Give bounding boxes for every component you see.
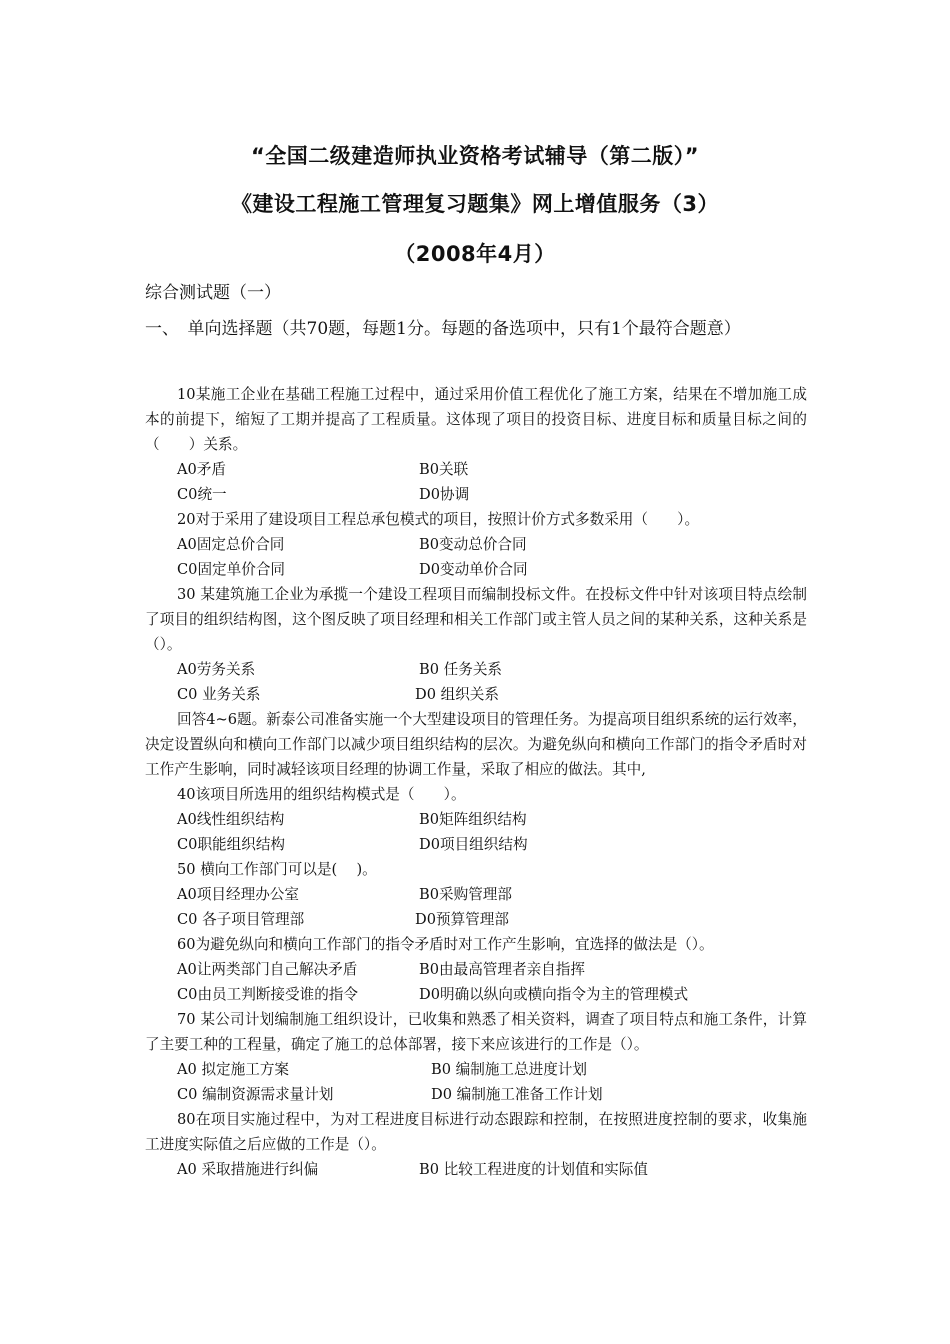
option-a: A0让两类部门自己解决矛盾 [177, 961, 358, 978]
option-b: B0变动总价合同 [419, 536, 527, 553]
question-stem: 20对于采用了建设项目工程总承包模式的项目，按照计价方式多数采用（ ）。 [177, 511, 700, 528]
section-heading: 综合测试题（一） [145, 283, 281, 303]
question-stem: 80在项目实施过程中，为对工程进度目标进行动态跟踪和控制，在按照进度控制的要求，收集施工进度实际值之后应做的工作是（）。 [145, 1111, 807, 1153]
option-c: C0职能组织结构 [177, 836, 286, 853]
option-d: D0项目组织结构 [419, 836, 528, 853]
question-stem: 60为避免纵向和横向工作部门的指令矛盾时对工作产生影响，宜选择的做法是（）。 [177, 936, 714, 953]
option-a: A0固定总价合同 [177, 536, 285, 553]
option-d: D0协调 [419, 486, 470, 503]
option-c: C0固定单价合同 [177, 561, 286, 578]
option-row [145, 682, 807, 707]
option-a: A0项目经理办公室 [177, 886, 299, 903]
option-d: D0明确以纵向或横向指令为主的管理模式 [419, 986, 689, 1003]
option-b: B0 比较工程进度的计划值和实际值 [419, 1161, 648, 1178]
document-title-line-2: 《建设工程施工管理复习题集》网上增值服务（3） [230, 192, 720, 216]
question-stem: 70 某公司计划编制施工组织设计，已收集和熟悉了相关资料，调查了项目特点和施工条件，计算了主要工种的工程量，确定了施工的总体部署，接下来应该进行的工作是（）。 [145, 1011, 807, 1053]
option-c: C0 业务关系 [177, 686, 261, 703]
option-d: D0 编制施工准备工作计划 [431, 1086, 603, 1103]
option-c: C0统一 [177, 486, 227, 503]
question-list [145, 382, 807, 1182]
option-row [145, 1157, 807, 1182]
document-date: （2008年4月） [394, 242, 556, 266]
option-row [145, 657, 807, 682]
option-b: B0采购管理部 [419, 886, 512, 903]
option-row [145, 982, 807, 1007]
question-stem: 40该项目所选用的组织结构模式是（ ）。 [177, 786, 466, 803]
option-row [145, 907, 807, 932]
option-c: C0 编制资源需求量计划 [177, 1086, 334, 1103]
option-d: D0变动单价合同 [419, 561, 528, 578]
part-title: 一、 单向选择题（共70题，每题1分。每题的备选项中，只有1个最符合题意） [145, 319, 741, 339]
option-row [145, 957, 807, 982]
question-stem: 30 某建筑施工企业为承揽一个建设工程项目而编制投标文件。在投标文件中针对该项目特点绘制了项目的组织结构图，这个图反映了项目经理和相关工作部门或主管人员之间的某种关系，这种关系是（）。 [145, 586, 807, 653]
option-a: A0矛盾 [177, 461, 227, 478]
option-b: B0由最高管理者亲自指挥 [419, 961, 585, 978]
option-row [145, 457, 807, 482]
option-d: D0预算管理部 [415, 911, 509, 928]
option-row [145, 1082, 807, 1107]
option-b: B0关联 [419, 461, 469, 478]
option-a: A0劳务关系 [177, 661, 256, 678]
option-row [145, 557, 807, 582]
option-row [145, 882, 807, 907]
option-row [145, 1057, 807, 1082]
option-c: C0 各子项目管理部 [177, 911, 305, 928]
option-b: B0 编制施工总进度计划 [431, 1061, 587, 1078]
option-row [145, 832, 807, 857]
option-d: D0 组织关系 [415, 686, 499, 703]
option-a: A0 采取措施进行纠偏 [177, 1161, 319, 1178]
option-b: B0 任务关系 [419, 661, 503, 678]
option-row [145, 807, 807, 832]
option-row [145, 532, 807, 557]
document-title-line-1: “全国二级建造师执业资格考试辅导（第二版）” [250, 144, 700, 168]
question-stem: 10某施工企业在基础工程施工过程中，通过采用价值工程优化了施工方案，结果在不增加施工成本的前提下，缩短了工期并提高了工程质量。这体现了项目的投资目标、进度目标和质量目标之间的（ ）关系。 [145, 386, 807, 453]
option-a: A0 拟定施工方案 [177, 1061, 290, 1078]
option-row [145, 482, 807, 507]
question-stem: 50 横向工作部门可以是( )。 [177, 861, 377, 878]
option-a: A0线性组织结构 [177, 811, 285, 828]
option-c: C0由员工判断接受谁的指令 [177, 986, 358, 1003]
option-b: B0矩阵组织结构 [419, 811, 527, 828]
case-intro: 回答4~6题。新泰公司准备实施一个大型建设项目的管理任务。为提高项目组织系统的运行效率，决定设置纵向和横向工作部门以减少项目组织结构的层次。为避免纵向和横向工作部门的指令矛盾时对工作产生影响，同时减轻该项目经理的协调工作量，采取了相应的做法。其中, [145, 711, 807, 778]
